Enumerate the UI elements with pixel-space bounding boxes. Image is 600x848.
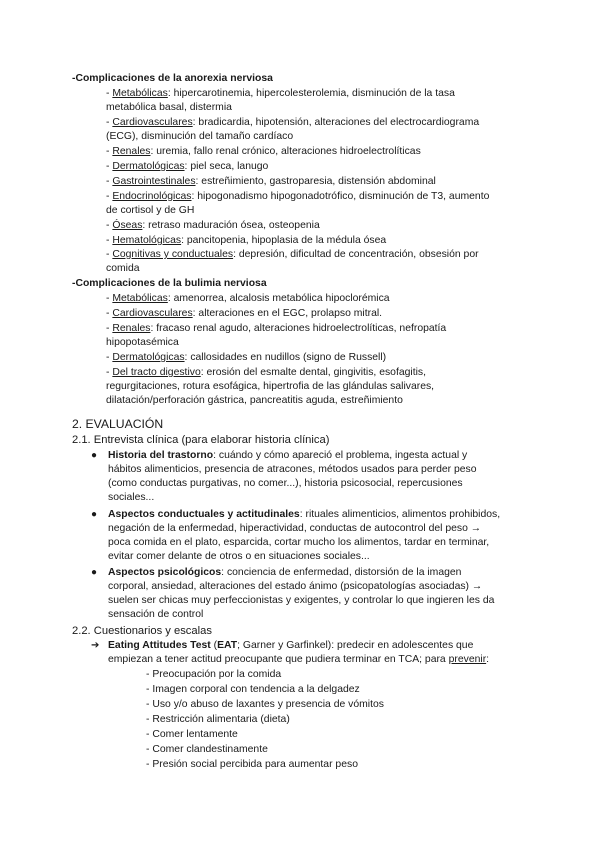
anorexia-item-cognitivas-cont: comida: [106, 263, 140, 274]
bullet-conductuales-line: poca comida en el plato, esparcida, cortar mucho los alimentos, tardar en terminar,: [108, 537, 490, 548]
bulimia-item-digestivo-cont: regurgitaciones, rotura esofágica, hipertrofia de las glándulas salivares,: [106, 381, 435, 392]
bullet-dot: ●: [91, 567, 98, 578]
bulimia-item-metabolicas: - Metabólicas: amenorrea, alcalosis metabólica hipoclorémica: [106, 293, 390, 304]
bullet-conductuales-line: evitar comer delante de otros o en situaciones sociales...: [108, 551, 370, 562]
bullet-historia-line: hábitos alimenticios, presencia de atracones, métodos usados para perder peso: [108, 464, 477, 475]
anorexia-item-cardiovasculares-cont: (ECG), disminución del tamaño cardíaco: [106, 131, 294, 142]
anorexia-item-metabolicas: - Metabólicas: hipercarotinemia, hipercolesterolemia, disminución de la tasa: [106, 88, 455, 99]
bullet-dot: ●: [91, 509, 98, 520]
bullet-historia-line: sociales...: [108, 492, 155, 503]
anorexia-item-oseas: - Óseas: retraso maduración ósea, osteopenia: [106, 220, 320, 231]
eat-item: - Presión social percibida para aumentar peso: [146, 759, 358, 770]
anorexia-item-dermatologicas: - Dermatológicas: piel seca, lanugo: [106, 161, 269, 172]
bulimia-title: -Complicaciones de la bulimia nerviosa: [72, 278, 267, 289]
subheading-entrevista: 2.1. Entrevista clínica (para elaborar historia clínica): [72, 434, 330, 446]
subheading-cuestionarios: 2.2. Cuestionarios y escalas: [72, 625, 212, 637]
eat-line-cont: empiezan a tener actitud preocupante que pudiera terminar en TCA; para prevenir:: [108, 654, 490, 665]
bullet-conductuales: Aspectos conductuales y actitudinales: rituales alimenticios, alimentos prohibidos,: [108, 509, 501, 520]
eat-item: - Uso y/o abuso de laxantes y presencia de vómitos: [146, 699, 384, 710]
bullet-historia-line: (como conductas purgativas, no comer...), historia psicosocial, repercusiones: [108, 478, 463, 489]
bulimia-item-renales-cont: hipopotasémica: [106, 337, 179, 348]
anorexia-item-renales: - Renales: uremia, fallo renal crónico, alteraciones hidroelectrolíticas: [106, 146, 421, 157]
eat-item: - Comer lentamente: [146, 729, 238, 740]
bullet-psicologicos-line: corporal, ansiedad, alteraciones del estado ánimo (psicopatologías asociadas) →: [108, 581, 483, 592]
eat-item: - Comer clandestinamente: [146, 744, 268, 755]
anorexia-item-metabolicas-cont: metabólica basal, distermia: [106, 102, 232, 113]
anorexia-title: -Complicaciones de la anorexia nerviosa: [72, 73, 273, 84]
section-heading-evaluacion: 2. EVALUACIÓN: [72, 417, 164, 431]
bulimia-item-renales: - Renales: fracaso renal agudo, alteraciones hidroelectrolíticas, nefropatía: [106, 323, 447, 334]
eat-item: - Preocupación por la comida: [146, 669, 282, 680]
arrow-icon: ➔: [91, 640, 100, 651]
bullet-psicologicos-line: sensación de control: [108, 609, 204, 620]
bulimia-item-digestivo-cont2: dilatación/perforación gástrica, pancreatitis aguda, estreñimiento: [106, 395, 403, 406]
bullet-historia: Historia del trastorno: cuándo y cómo apareció el problema, ingesta actual y: [108, 450, 468, 461]
bullet-dot: ●: [91, 450, 98, 461]
anorexia-item-cognitivas: - Cognitivas y conductuales: depresión, dificultad de concentración, obsesión por: [106, 249, 479, 260]
anorexia-item-hematologicas: - Hematológicas: pancitopenia, hipoplasia de la médula ósea: [106, 235, 387, 246]
bulimia-item-digestivo: - Del tracto digestivo: erosión del esmalte dental, gingivitis, esofagitis,: [106, 367, 426, 378]
eat-item: - Imagen corporal con tendencia a la delgadez: [146, 684, 360, 695]
bullet-conductuales-line: negación de la enfermedad, hiperactividad, conductas de autocontrol del peso →: [108, 523, 482, 534]
anorexia-item-endocrinologicas-cont: de cortisol y de GH: [106, 205, 195, 216]
bulimia-item-cardiovasculares: - Cardiovasculares: alteraciones en el EGC, prolapso mitral.: [106, 308, 383, 319]
bullet-psicologicos-line: suelen ser chicas muy perfeccionistas y exigentes, y controlar lo que ingieren les da: [108, 595, 495, 606]
anorexia-item-gastrointestinales: - Gastrointestinales: estreñimiento, gastroparesia, distensión abdominal: [106, 176, 436, 187]
anorexia-item-endocrinologicas: - Endocrinológicas: hipogonadismo hipogonadotrófico, disminución de T3, aumento: [106, 191, 490, 202]
anorexia-item-cardiovasculares: - Cardiovasculares: bradicardia, hipotensión, alteraciones del electrocardiograma: [106, 117, 480, 128]
eat-line: Eating Attitudes Test (EAT; Garner y Garfinkel): predecir en adolescentes que: [108, 640, 474, 651]
bulimia-item-dermatologicas: - Dermatológicas: callosidades en nudillos (signo de Russell): [106, 352, 387, 363]
eat-item: - Restricción alimentaria (dieta): [146, 714, 290, 725]
bullet-psicologicos: Aspectos psicológicos: conciencia de enfermedad, distorsión de la imagen: [108, 567, 462, 578]
